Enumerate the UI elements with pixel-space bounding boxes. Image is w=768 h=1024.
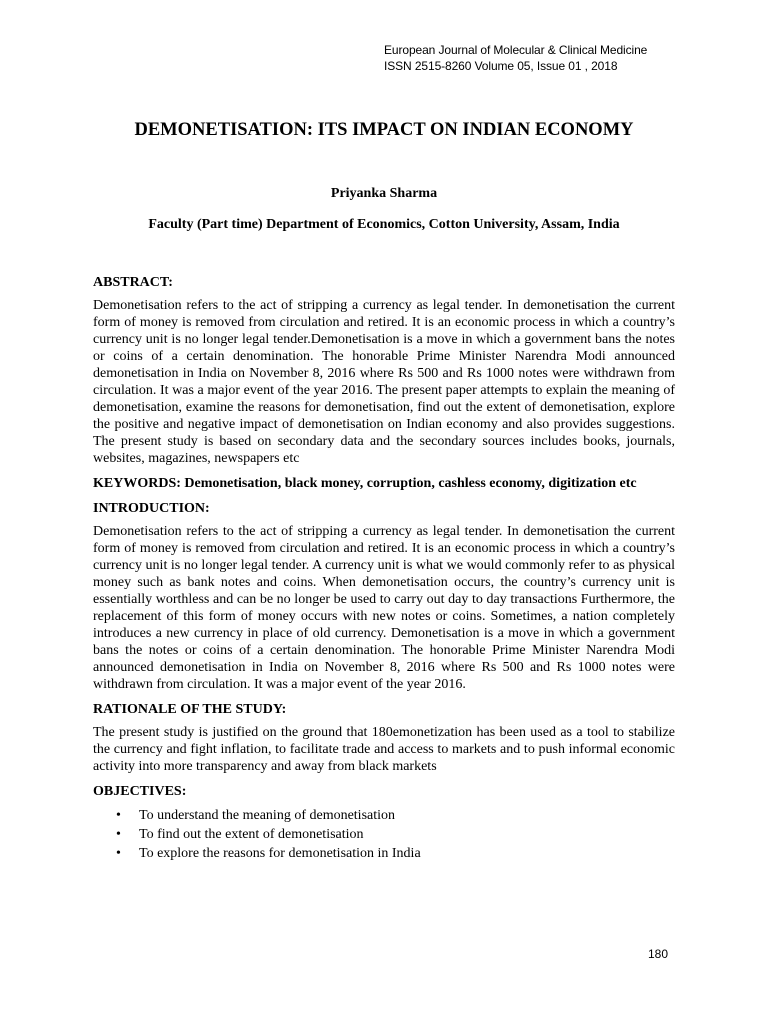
paper-body: [93, 274, 675, 863]
list-item: [93, 825, 675, 844]
author-affiliation: Faculty (Part time) Department of Economics, Cotton University, Assam, India: [148, 217, 620, 232]
journal-name: European Journal of Molecular & Clinical Medicine: [384, 43, 648, 57]
objectives-heading: OBJECTIVES:: [93, 784, 187, 799]
keywords-line: KEYWORDS: Demonetisation, black money, corruption, cashless economy, digitization etc: [93, 476, 637, 491]
paper-title: DEMONETISATION: ITS IMPACT ON INDIAN ECONOMY: [134, 120, 634, 140]
rationale-heading: RATIONALE OF THE STUDY:: [93, 702, 287, 717]
objective-text: To understand the meaning of demonetisation: [139, 808, 396, 823]
objectives-list: [93, 806, 675, 863]
list-item: [93, 806, 675, 825]
abstract-heading: ABSTRACT:: [93, 275, 173, 290]
bullet-icon: •: [116, 827, 121, 842]
issn-line: ISSN 2515-8260 Volume 05, Issue 01 , 2018: [384, 59, 618, 73]
objective-text: To find out the extent of demonetisation: [139, 827, 364, 842]
bullet-icon: •: [116, 846, 121, 861]
bullet-icon: •: [116, 808, 121, 823]
page-number: 180: [648, 947, 669, 961]
introduction-text: Demonetisation refers to the act of stripping a currency as legal tender. In demonetisation the current form of money is removed from circulation and retired. It is an economic process in which a country’s currency unit is no longer legal tender. A currency unit is what we would commonly refer to as physical money such as bank notes and coins. When demonetisation occurs, the country’s currency unit is essentially worthless and can be no longer be used to carry out day to day transactions Furthermore, the replacement of this form of money occurs with new notes or coins. Sometimes, a nation completely introduces a new currency in place of old currency. Demonetisation is a move in which a government bans the notes or coins of a certain denomination. The honorable Prime Minister Narendra Modi announced demonetisation in India on November 8, 2016 where Rs 500 and Rs 1000 notes were withdrawn from circulation. It was a major event of the year 2016.: [93, 524, 675, 692]
objective-text: To explore the reasons for demonetisation in India: [139, 846, 421, 861]
list-item: [93, 844, 675, 863]
abstract-text: Demonetisation refers to the act of stripping a currency as legal tender. In demonetisation the current form of money is removed from circulation and retired. It is an economic process in which a country’s currency unit is no longer legal tender.Demonetisation is a move in which a government bans the notes or coins of a certain denomination. The honorable Prime Minister Narendra Modi announced demonetisation in India on November 8, 2016 where Rs 500 and Rs 1000 notes were withdrawn from circulation. It was a major event of the year 2016. The present paper attempts to explain the meaning of demonetisation, examine the reasons for demonetisation, find out the extent of demonetisation, explore the positive and negative impact of demonetisation on Indian economy and also provides suggestions. The present study is based on secondary data and the secondary sources includes books, journals, websites, magazines, newspapers etc: [93, 298, 675, 466]
rationale-text: The present study is justified on the ground that 180emonetization has been used as a tool to stabilize the currency and fight inflation, to facilitate trade and access to markets and to push informal economic activity into more transparency and away from black markets: [93, 725, 675, 774]
journal-header: [384, 42, 724, 74]
introduction-heading: INTRODUCTION:: [93, 501, 210, 516]
author-name: Priyanka Sharma: [330, 186, 438, 201]
